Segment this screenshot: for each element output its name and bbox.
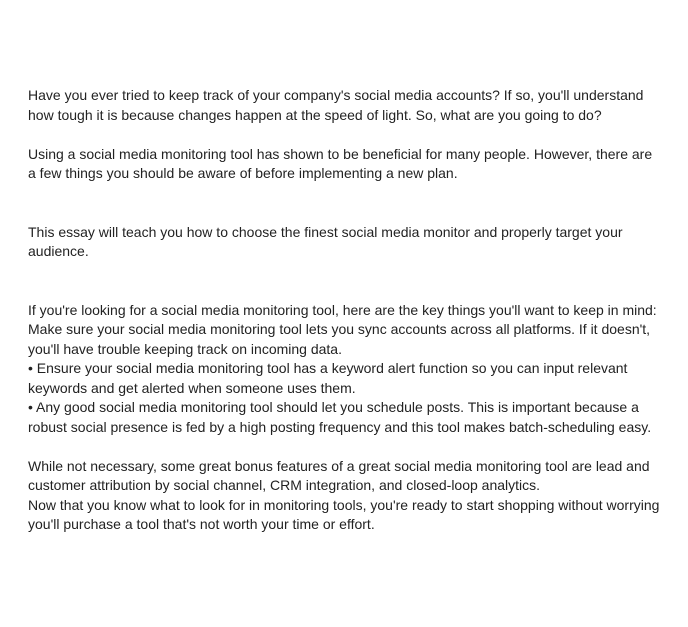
paragraph-benefit: Using a social media monitoring tool has shown to be beneficial for many people. However, there are a few things you should be aware of before implementing a new plan. [28, 145, 653, 181]
paragraph-essay: This essay will teach you how to choose the finest social media monitor and properly target your audience. [28, 223, 623, 259]
paragraph-intro: Have you ever tried to keep track of your company's social media accounts? If so, you'll understand how tough it is because changes happen at the speed of light. So, what are you going to do? [28, 87, 644, 123]
paragraph-spacer [28, 437, 660, 457]
list-item-schedule: • Any good social media monitoring tool should let you schedule posts. This is important because a robust social presence is fed by a high posting frequency and this tool makes batch-scheduling easy. [28, 399, 652, 435]
paragraph-spacer [28, 125, 660, 145]
paragraph-spacer [28, 262, 660, 301]
list-item-keyword: • Ensure your social media monitoring tool has a keyword alert function so you can input relevant keywords and get alerted when someone uses them. [28, 360, 628, 396]
paragraph-closing: Now that you know what to look for in monitoring tools, you're ready to start shopping without worrying you'll purchase a tool that's not worth your time or effort. [28, 496, 660, 532]
paragraph-bonus: While not necessary, some great bonus features of a great social media monitoring tool are lead and customer attribution by social channel, CRM integration, and closed-loop analytics. [28, 457, 650, 493]
list-item-sync: Make sure your social media monitoring tool lets you sync accounts across all platforms. If it doesn't, you'll have trouble keeping track on incoming data. [28, 321, 651, 357]
document-body [28, 86, 660, 535]
paragraph-lead-in: If you're looking for a social media monitoring tool, here are the key things you'll want to keep in mind: [28, 301, 657, 318]
paragraph-spacer [28, 184, 660, 223]
